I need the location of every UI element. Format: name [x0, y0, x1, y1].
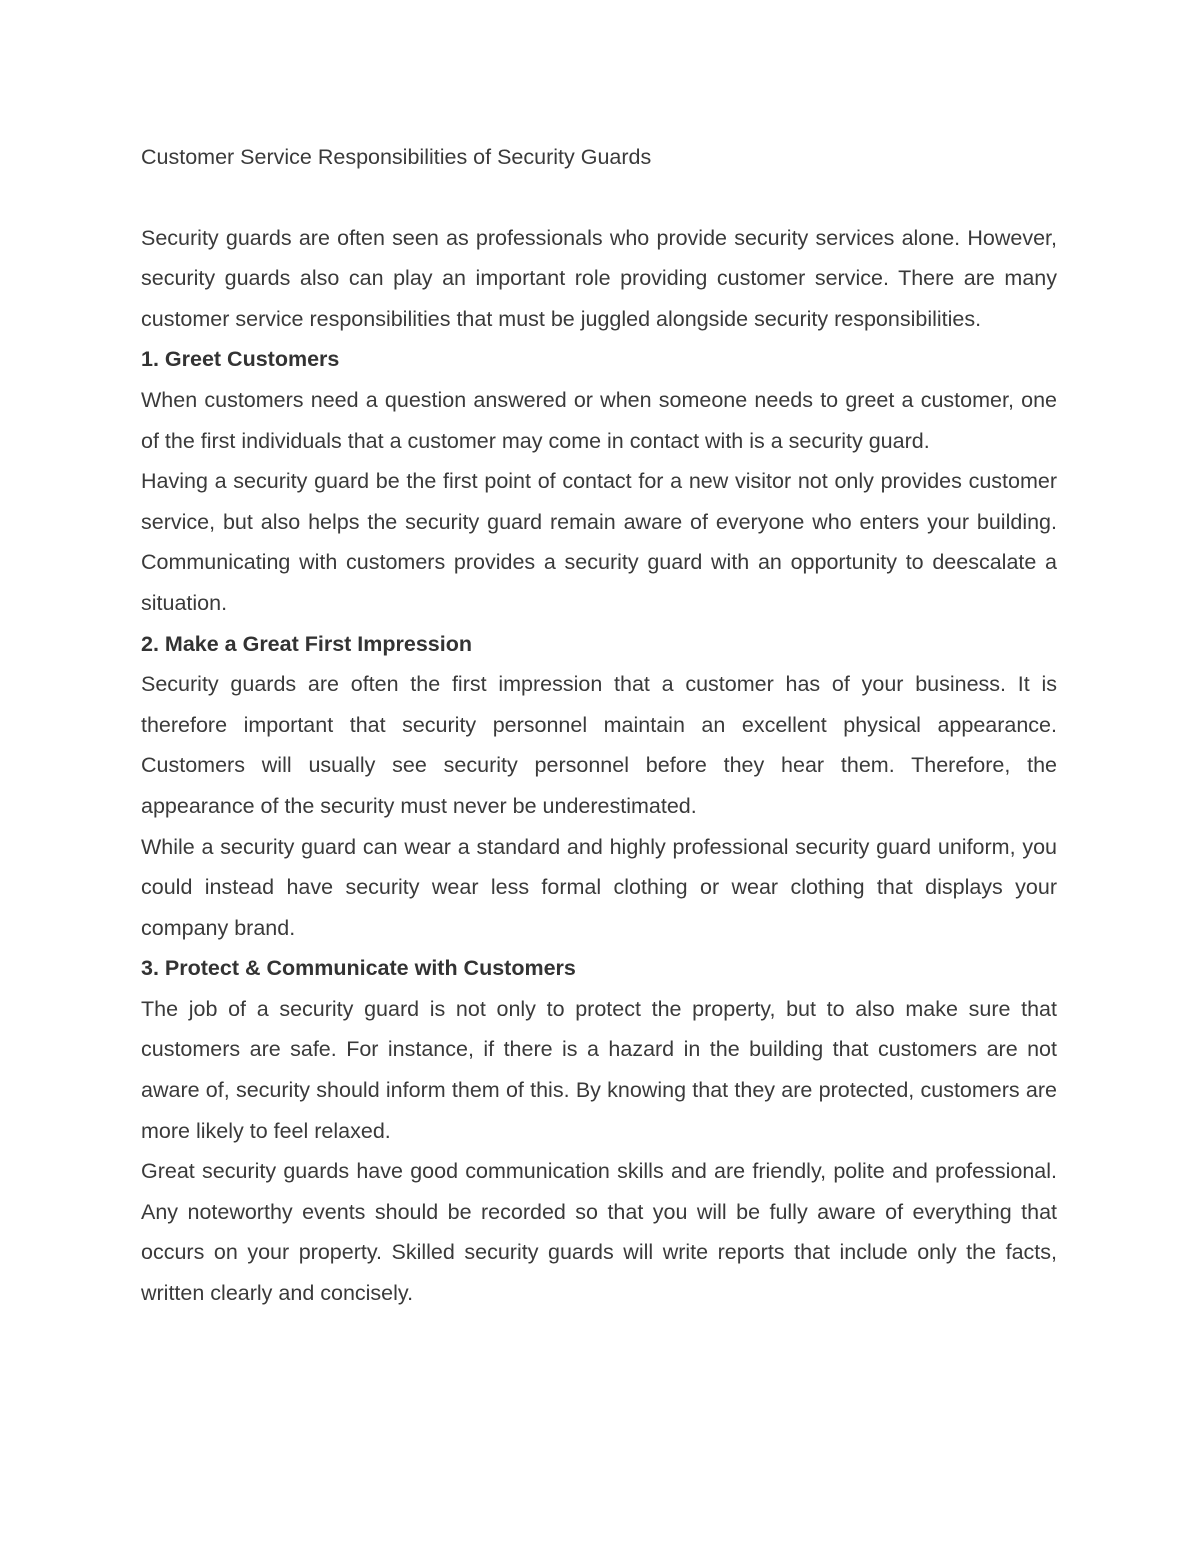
document-body — [141, 137, 1057, 1314]
section-paragraph: Great security guards have good communication skills and are friendly, polite and professional. Any noteworthy events should be recorded so that you will be fully aware of everything that occurs on your property. Skilled security guards will write reports that include only the facts, written clearly and concisely. — [141, 1159, 1057, 1306]
section-paragraph: Having a security guard be the first point of contact for a new visitor not only provides customer service, but also helps the security guard remain aware of everyone who enters your building. Communicating with customers provides a security guard with an opportunity to deescalate a situation. — [141, 469, 1057, 615]
section-heading-first-impression: 2. Make a Great First Impression — [141, 631, 472, 656]
intro-paragraph: Security guards are often seen as professionals who provide security services alone. However, security guards also can play an important role providing customer service. There are many customer service responsibilities that must be juggled alongside security responsibilities. — [141, 225, 1057, 331]
section-paragraph: While a security guard can wear a standard and highly professional security guard uniform, you could instead have security wear less formal clothing or wear clothing that displays your company brand. — [141, 834, 1057, 940]
section-heading-greet-customers: 1. Greet Customers — [141, 347, 340, 372]
section-paragraph: Security guards are often the first impression that a customer has of your business. It is therefore important that security personnel maintain an excellent physical appearance. Customers will usually see security personnel before they hear them. Therefore, the appearance of the security must never be underestimated. — [141, 672, 1057, 818]
section-heading-protect-communicate: 3. Protect & Communicate with Customers — [141, 956, 576, 981]
section-paragraph: The job of a security guard is not only to protect the property, but to also make sure that customers are safe. For instance, if there is a hazard in the building that customers are not aware of, security should inform them of this. By knowing that they are protected, customers are more likely to feel relaxed. — [141, 996, 1057, 1143]
document-title: Customer Service Responsibilities of Security Guards — [141, 145, 652, 169]
section-paragraph: When customers need a question answered or when someone needs to greet a customer, one of the first individuals that a customer may come in contact with is a security guard. — [141, 387, 1057, 453]
